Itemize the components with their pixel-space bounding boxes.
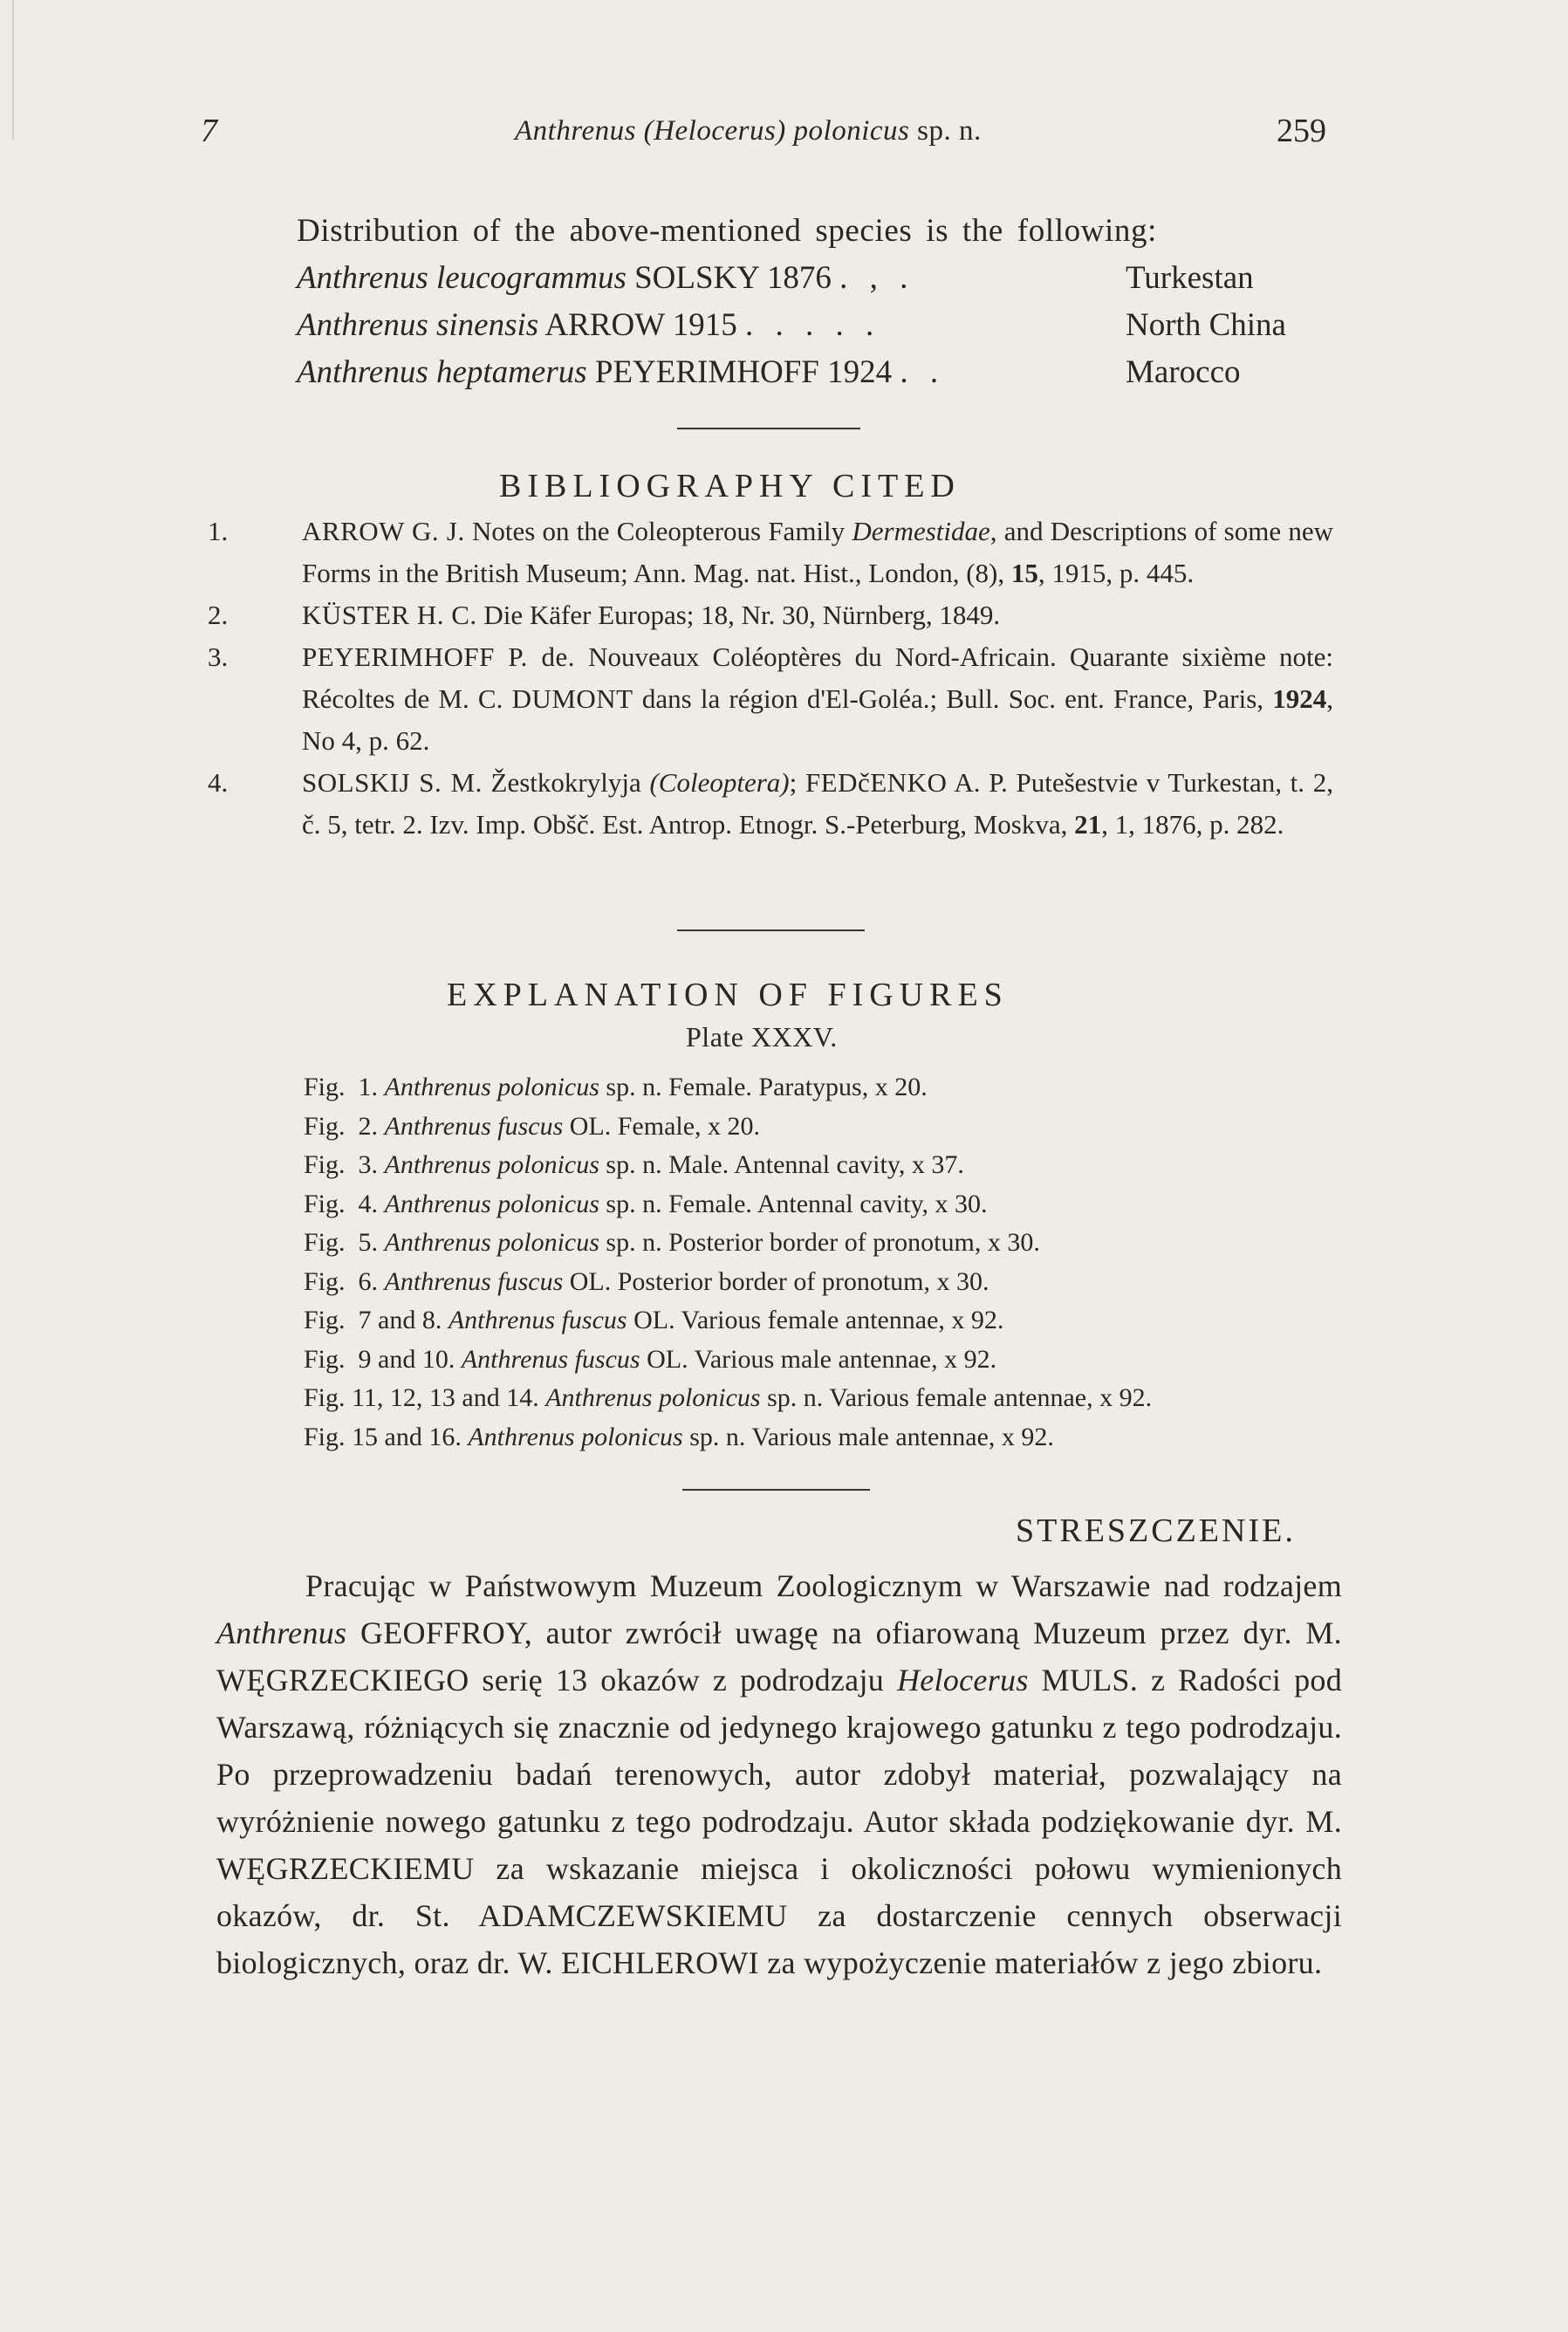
entry-author-2: FEDčENKO bbox=[805, 767, 948, 798]
species-author: SOLSKY 1876 bbox=[634, 260, 832, 296]
distribution-row bbox=[297, 302, 1326, 349]
figure-caption bbox=[304, 1379, 1351, 1418]
fig-number: 9 and 10. bbox=[358, 1344, 455, 1374]
entry-year: 1924 bbox=[1272, 683, 1327, 714]
entry-volume: 21 bbox=[1074, 809, 1102, 840]
fig-species: Anthrenus fuscus bbox=[448, 1306, 627, 1334]
figure-caption bbox=[304, 1263, 1351, 1302]
distribution-row bbox=[297, 255, 1326, 302]
fig-number: 1. bbox=[358, 1073, 379, 1101]
entry-author: SOLSKIJ S. M. bbox=[302, 767, 483, 798]
bibliography-list bbox=[208, 511, 1333, 846]
distribution-section bbox=[297, 208, 1326, 396]
figure-caption bbox=[304, 1301, 1351, 1341]
fig-description: sp. n. Posterior border of pronotum, x 30. bbox=[606, 1228, 1040, 1257]
summary-section bbox=[216, 1562, 1342, 1986]
fig-species: Anthrenus fuscus bbox=[461, 1344, 640, 1374]
fig-label: Fig. bbox=[304, 1266, 346, 1296]
fig-species: Anthrenus polonicus bbox=[384, 1228, 599, 1257]
species-author: PEYERIMHOFF 1924 bbox=[594, 354, 893, 390]
section-divider bbox=[677, 929, 865, 931]
entry-volume: 15 bbox=[1010, 558, 1038, 588]
fig-label: Fig. bbox=[304, 1150, 346, 1179]
bibliography-entry bbox=[208, 636, 1333, 762]
entry-text: , 1, 1876, p. 282. bbox=[1101, 809, 1284, 840]
species-name: Anthrenus heptamerus bbox=[297, 354, 587, 390]
entry-number: 2. bbox=[208, 600, 229, 630]
locality: North China bbox=[1126, 307, 1286, 343]
figure-caption bbox=[304, 1224, 1351, 1263]
entry-number: 4. bbox=[208, 767, 229, 798]
figure-caption bbox=[304, 1108, 1351, 1147]
entry-italic: (Coleoptera) bbox=[649, 767, 790, 798]
entry-collector: DUMONT bbox=[511, 683, 633, 714]
fig-number: 2. bbox=[358, 1111, 379, 1141]
fig-description: OL. Various male antennae, x 92. bbox=[647, 1344, 997, 1374]
summary-genus: Anthrenus bbox=[216, 1615, 347, 1650]
fig-number: 15 and 16. bbox=[352, 1422, 462, 1451]
running-title bbox=[515, 115, 982, 147]
bibliography-entry bbox=[208, 762, 1333, 846]
fig-label: Fig. bbox=[304, 1073, 346, 1101]
section-divider bbox=[677, 428, 860, 429]
leader-dots: . . bbox=[900, 354, 946, 390]
fig-number: 5. bbox=[358, 1228, 379, 1257]
figure-caption bbox=[304, 1341, 1351, 1380]
section-divider bbox=[682, 1489, 870, 1491]
fig-label: Fig. bbox=[304, 1344, 346, 1374]
fig-species: Anthrenus fuscus bbox=[384, 1111, 564, 1141]
running-title-species: Anthrenus (Helocerus) polonicus bbox=[515, 115, 910, 147]
species-name: Anthrenus leucogrammus bbox=[297, 260, 627, 296]
entry-number: 3. bbox=[208, 641, 229, 672]
entry-text: Nouveaux Coléoptères du Nord-Africain. Quarante sixième note: Récoltes de M. C. bbox=[302, 641, 1333, 714]
entry-author: ARROW G. J. bbox=[302, 516, 465, 546]
plate-label: Plate XXXV. bbox=[686, 1021, 838, 1053]
bibliography-heading: BIBLIOGRAPHY CITED bbox=[499, 468, 961, 504]
entry-text: ; bbox=[789, 767, 798, 798]
fig-description: OL. Posterior border of pronotum, x 30. bbox=[569, 1266, 989, 1296]
summary-text: MULS. z Radości pod Warszawą, różniących się znacznie od jedynego krajowego gatunku z tego podrodzaju. Po przeprowadzeniu badań terenowych, autor zdobył materiał, pozwalający na wyróżnienie nowego gatunku z tego podrodzaju. Autor składa podziękowanie dyr. M. WĘGRZECKIEMU za wskazanie miejsca i okoliczności połowu wymienionych okazów, dr. St. ADAMCZEWSKIEMU za dostarczenie cennych obserwacji biologicznych, oraz dr. W. EICHLEROWI za wypożyczenie materiałów z jego zbioru. bbox=[216, 1663, 1342, 1980]
locality: Marocco bbox=[1126, 354, 1241, 390]
page-edge-shadow bbox=[12, 0, 14, 140]
figure-caption bbox=[304, 1068, 1351, 1108]
fig-number: 7 and 8. bbox=[358, 1306, 442, 1334]
fig-species: Anthrenus polonicus bbox=[468, 1422, 683, 1451]
page-number-right: 259 bbox=[1277, 113, 1326, 149]
fig-description: OL. Various female antennae, x 92. bbox=[633, 1306, 1004, 1334]
locality: Turkestan bbox=[1126, 260, 1254, 296]
fig-number: 3. bbox=[358, 1150, 379, 1179]
fig-description: sp. n. Female. Antennal cavity, x 30. bbox=[606, 1189, 988, 1218]
figure-caption bbox=[304, 1418, 1351, 1458]
entry-text: Žestkokrylyja bbox=[490, 767, 641, 798]
entry-author: KÜSTER H. C. bbox=[302, 600, 477, 630]
explanation-heading: EXPLANATION OF FIGURES bbox=[447, 977, 1009, 1013]
fig-species: Anthrenus polonicus bbox=[384, 1189, 599, 1218]
summary-heading: STRESZCZENIE. bbox=[1016, 1512, 1296, 1549]
figure-list bbox=[304, 1068, 1351, 1457]
leader-dots: . , . bbox=[839, 260, 915, 296]
running-title-suffix: sp. n. bbox=[917, 115, 982, 147]
entry-text: A. P. Putešestvie v Turkestan, t. 2, č. 5, tetr. 2. Izv. Imp. Obšč. Est. Antrop. Etnogr. S.-Peterburg, Moskva, bbox=[302, 767, 1334, 840]
fig-description: OL. Female, x 20. bbox=[569, 1111, 761, 1141]
figure-caption bbox=[304, 1185, 1351, 1224]
fig-description: sp. n. Male. Antennal cavity, x 37. bbox=[606, 1150, 964, 1179]
summary-text: Pracując w Państwowym Muzeum Zoologicznym w Warszawie nad rodzajem bbox=[305, 1568, 1342, 1603]
fig-label: Fig. bbox=[304, 1111, 346, 1141]
fig-number: 4. bbox=[358, 1189, 379, 1218]
fig-description: sp. n. Various female antennae, x 92. bbox=[767, 1383, 1153, 1412]
entry-text: Die Käfer Europas; 18, Nr. 30, Nürnberg, 1849. bbox=[483, 600, 1001, 630]
entry-text: Notes on the Coleopterous Family bbox=[471, 516, 846, 546]
leader-dots: . . . . . bbox=[744, 307, 881, 343]
fig-species: Anthrenus polonicus bbox=[384, 1073, 599, 1101]
fig-label: Fig. bbox=[304, 1422, 346, 1451]
fig-number: 6. bbox=[358, 1266, 379, 1296]
distribution-row bbox=[297, 349, 1326, 396]
entry-italic: Dermestidae bbox=[852, 516, 990, 546]
bibliography-entry bbox=[208, 594, 1333, 636]
distribution-intro: Distribution of the above-mentioned species is the following: bbox=[297, 213, 1157, 249]
entry-number: 1. bbox=[208, 516, 229, 546]
entry-text: , 1915, p. 445. bbox=[1037, 558, 1195, 588]
running-header bbox=[201, 112, 1326, 155]
species-name: Anthrenus sinensis bbox=[297, 307, 539, 343]
entry-author: PEYERIMHOFF P. de. bbox=[302, 641, 576, 672]
species-author: ARROW 1915 bbox=[544, 307, 737, 343]
fig-description: sp. n. Various male antennae, x 92. bbox=[689, 1422, 1054, 1451]
entry-text: dans la région d'El-Goléa.; Bull. Soc. ent. France, Paris, bbox=[641, 683, 1264, 714]
figure-caption bbox=[304, 1146, 1351, 1185]
fig-label: Fig. bbox=[304, 1189, 346, 1218]
fig-species: Anthrenus fuscus bbox=[384, 1266, 564, 1296]
fig-label: Fig. bbox=[304, 1228, 346, 1257]
fig-number: 11, 12, 13 and 14. bbox=[352, 1383, 539, 1412]
fig-species: Anthrenus polonicus bbox=[384, 1150, 599, 1179]
summary-paragraph bbox=[216, 1562, 1342, 1986]
entry-text: , and Descriptions of some new Forms in the British Museum; Ann. Mag. nat. Hist., London, (8), bbox=[302, 516, 1333, 588]
page-number-left: 7 bbox=[201, 113, 217, 149]
fig-species: Anthrenus polonicus bbox=[545, 1383, 761, 1412]
fig-description: sp. n. Female. Paratypus, x 20. bbox=[606, 1073, 928, 1101]
summary-subgenus: Helocerus bbox=[896, 1663, 1029, 1698]
fig-label: Fig. bbox=[304, 1306, 346, 1334]
fig-label: Fig. bbox=[304, 1383, 346, 1412]
summary-text: GEOFFROY, autor zwrócił uwagę na ofiarowaną Muzeum przez dyr. M. WĘGRZECKIEGO serię 13 okazów z podrodzaju bbox=[216, 1615, 1342, 1698]
entry-text: , No 4, p. 62. bbox=[302, 683, 1333, 756]
bibliography-entry bbox=[208, 511, 1333, 594]
